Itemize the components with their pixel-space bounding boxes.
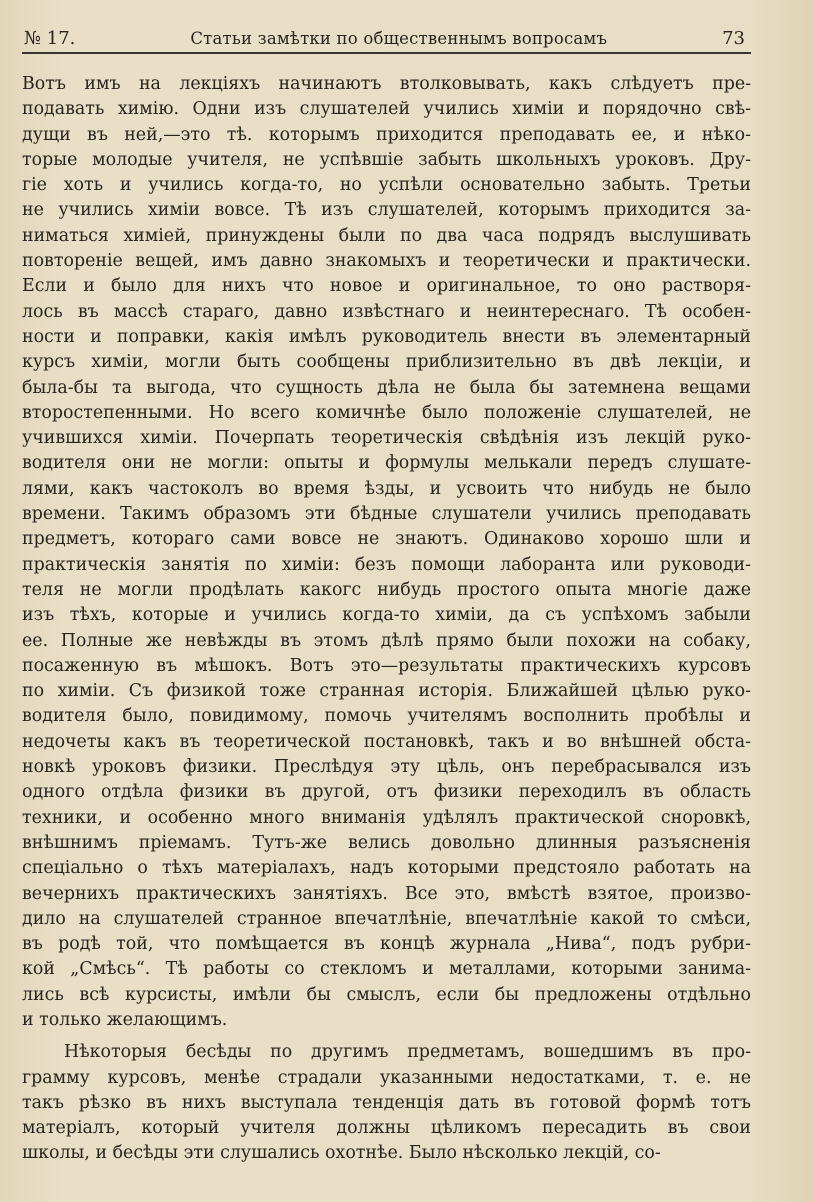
text-line: Если и было для нихъ что новое и оригинальное, то оно растворя- bbox=[22, 276, 751, 297]
text-line: дущи въ ней,—это тѣ. которымъ приходится преподавать ее, и нѣко- bbox=[22, 124, 751, 145]
running-title: Статьи замѣтки по общественнымъ вопросамъ bbox=[190, 29, 608, 48]
text-line: школы, и бесѣды эти слушались охотнѣе. Было нѣсколько лекцій, со- bbox=[22, 1143, 661, 1164]
text-line: курсъ химіи, могли быть сообщены приблизительно въ двѣ лекціи, и bbox=[22, 352, 751, 373]
text-line: ности и поправки, какія имѣлъ руководитель внести въ элементарный bbox=[22, 326, 751, 347]
issue-number: № 17. bbox=[24, 28, 76, 49]
paragraph-1 bbox=[22, 72, 751, 1033]
text-line: въ родѣ той, что помѣщается въ концѣ журнала „Нива“, подъ рубри- bbox=[22, 934, 751, 955]
text-line: дило на слушателей странное впечатлѣніе, впечатлѣніе какой то смѣси, bbox=[22, 908, 751, 929]
text-line: одного отдѣла физики въ другой, отъ физики переходилъ въ область bbox=[22, 782, 751, 803]
text-line: ее. Полные же невѣжды въ этомъ дѣлѣ прямо были похожи на собаку, bbox=[22, 630, 751, 651]
text-line: водителя они не могли: опыты и формулы мелькали передъ слушате- bbox=[22, 453, 751, 474]
text-line: матеріалъ, который учителя должны цѣликомъ пересадить въ свои bbox=[22, 1118, 751, 1139]
text-line: повтореніе вещей, имъ давно знакомыхъ и теоретически и практически. bbox=[22, 251, 751, 272]
text-line: ниматься химіей, принуждены были по два часа подрядъ выслушивать bbox=[22, 225, 751, 246]
text-line: спеціально о тѣхъ матеріалахъ, надъ которыми предстояло работать на bbox=[22, 858, 751, 879]
text-line: вечернихъ практическихъ занятіяхъ. Все это, вмѣстѣ взятое, произво- bbox=[22, 883, 751, 904]
text-line: такъ рѣзко въ нихъ выступала тенденція дать въ готовой формѣ тотъ bbox=[22, 1092, 751, 1113]
text-line: внѣшнимъ пріемамъ. Тутъ-же велись довольно длинныя разъясненія bbox=[22, 832, 751, 853]
text-line: изъ тѣхъ, которые и учились когда-то химіи, да съ успѣхомъ забыли bbox=[22, 605, 751, 626]
text-line: недочеты какъ въ теоретической постановкѣ, такъ и во внѣшней обста- bbox=[22, 731, 751, 752]
text-line: времени. Такимъ образомъ эти бѣдные слушатели учились преподавать bbox=[22, 504, 751, 525]
paragraph-2 bbox=[22, 1040, 751, 1166]
text-line: практическія занятія по химіи: безъ помощи лаборанта или руководи- bbox=[22, 554, 751, 575]
page-number: 73 bbox=[722, 28, 745, 49]
text-line: не учились химіи вовсе. Тѣ изъ слушателей, которымъ приходится за- bbox=[22, 200, 751, 221]
text-line: по химіи. Съ физикой тоже странная исторія. Ближайшей цѣлью руко- bbox=[22, 681, 751, 702]
text-line: Нѣкоторыя бесѣды по другимъ предметамъ, вошедшимъ въ про- bbox=[64, 1042, 751, 1063]
text-line: торые молодые учителя, не успѣвшіе забыть школьныхъ уроковъ. Дру- bbox=[22, 149, 751, 170]
text-line: теля не могли продѣлать какогс нибудь простого опыта многіе даже bbox=[22, 579, 751, 600]
text-line: посаженную въ мѣшокъ. Вотъ это—результаты практическихъ курсовъ bbox=[22, 655, 751, 676]
text-line: лями, какъ частоколъ во время ѣзды, и усвоить что нибудь не было bbox=[22, 478, 751, 499]
text-line: лись всѣ курсисты, имѣли бы смыслъ, если бы предложены отдѣльно bbox=[22, 984, 751, 1005]
text-line: второстепенными. Но всего комичнѣе было положеніе слушателей, не bbox=[22, 402, 751, 423]
text-line: техники, и особенно много вниманія удѣлялъ практической сноровкѣ, bbox=[22, 807, 751, 828]
text-line: учившихся химіи. Почерпать теоретическія свѣдѣнія изъ лекцій руко- bbox=[22, 428, 751, 449]
text-line: была-бы та выгода, что сущность дѣла не была бы затемнена вещами bbox=[22, 377, 751, 398]
text-line: грамму курсовъ, менѣе страдали указанными недостатками, т. е. не bbox=[22, 1067, 751, 1088]
text-line: новкѣ уроковъ физики. Преслѣдуя эту цѣль, онъ перебрасывался изъ bbox=[22, 757, 751, 778]
text-line: подавать химію. Одни изъ слушателей учились химіи и порядочно свѣ- bbox=[22, 99, 751, 120]
body-text bbox=[22, 72, 751, 1167]
text-line: гіе хоть и учились когда-то, но успѣли основательно забыть. Третьи bbox=[22, 175, 751, 196]
text-line: кой „Смѣсь“. Тѣ работы со стекломъ и металлами, которыми занима- bbox=[22, 959, 751, 980]
text-line: предметъ, котораго сами вовсе не знаютъ. Одинаково хорошо шли и bbox=[22, 529, 751, 550]
running-head bbox=[22, 26, 751, 54]
text-line: и только желающимъ. bbox=[22, 1009, 228, 1030]
text-line: лось въ массѣ стараго, давно извѣстнаго и неинтереснаго. Тѣ особен- bbox=[22, 301, 751, 322]
text-line: Вотъ имъ на лекціяхъ начинаютъ втолковывать, какъ слѣдуетъ пре- bbox=[22, 74, 751, 94]
text-line: водителя было, повидимому, помочь учителямъ восполнить пробѣлы и bbox=[22, 706, 751, 727]
